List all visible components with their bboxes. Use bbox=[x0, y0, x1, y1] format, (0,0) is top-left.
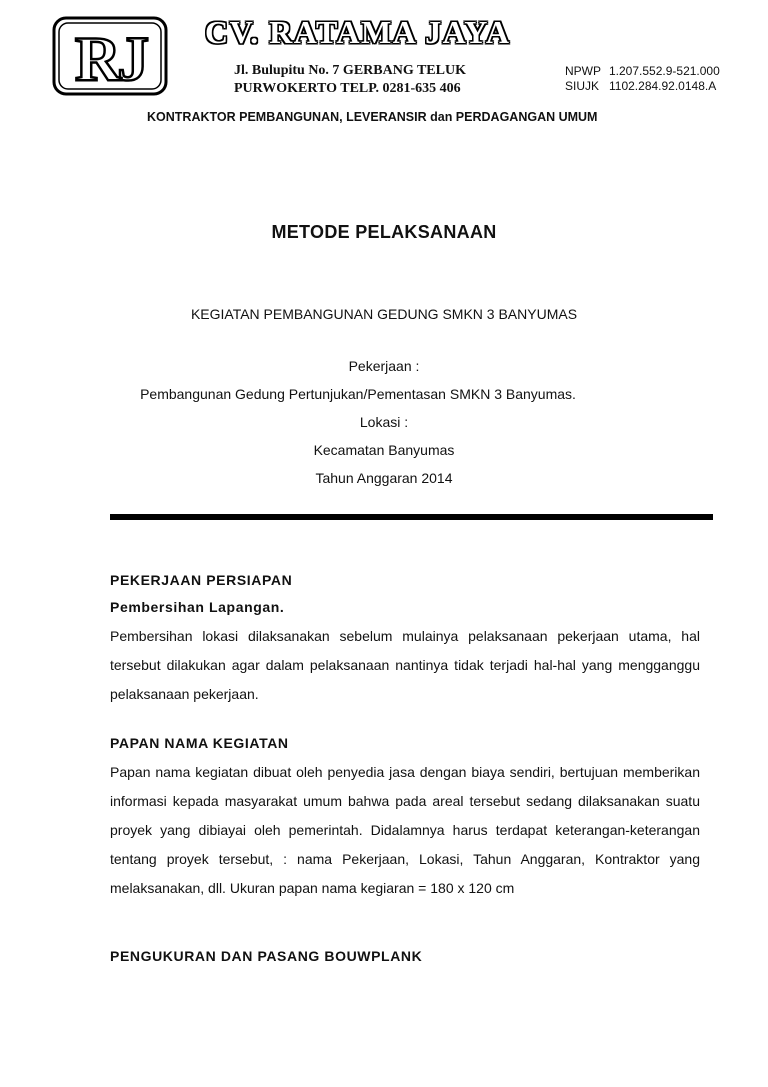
tahun-anggaran: Tahun Anggaran 2014 bbox=[315, 470, 453, 486]
company-logo bbox=[52, 16, 168, 96]
company-name: CV. RATAMA JAYA bbox=[205, 14, 511, 50]
lokasi-value: Kecamatan Banyumas bbox=[313, 442, 455, 458]
section-heading: PEKERJAAN PERSIAPAN bbox=[110, 572, 293, 588]
npwp-value: 1.207.552.9-521.000 bbox=[609, 64, 720, 78]
npwp-label: NPWP bbox=[565, 64, 601, 78]
section-heading: PENGUKURAN DAN PASANG BOUWPLANK bbox=[110, 948, 423, 964]
siujk-value: 1102.284.92.0148.A bbox=[609, 79, 717, 93]
address-line-2: PURWOKERTO TELP. 0281-635 406 bbox=[234, 81, 461, 96]
section-heading: PAPAN NAMA KEGIATAN bbox=[110, 735, 289, 751]
document-title: METODE PELAKSANAAN bbox=[271, 222, 497, 242]
section-subheading: Pembersihan Lapangan. bbox=[110, 599, 285, 615]
section-paragraph: Pembersihan lokasi dilaksanakan sebelum mulainya pelaksanaan pekerjaan utama, hal tersebut dilakukan agar dalam pelaksanaan nantinya tidak terjadi hal-hal yang mengganggu pelaksanaan pekerjaan. bbox=[110, 628, 700, 702]
company-tagline: KONTRAKTOR PEMBANGUNAN, LEVERANSIR dan PERDAGANGAN UMUM bbox=[147, 110, 598, 124]
pekerjaan-label: Pekerjaan : bbox=[348, 358, 420, 374]
header-divider bbox=[110, 514, 713, 520]
document-subtitle: KEGIATAN PEMBANGUNAN GEDUNG SMKN 3 BANYUMAS bbox=[190, 306, 578, 322]
address-line-1: Jl. Bulupitu No. 7 GERBANG TELUK bbox=[234, 63, 466, 78]
siujk-label: SIUJK bbox=[565, 79, 600, 93]
section-paragraph: Papan nama kegiatan dibuat oleh penyedia jasa dengan biaya sendiri, bertujuan memberikan informasi kepada masyarakat umum bahwa pada areal tersebut sedang dilaksanakan suatu proyek yang dibiayai oleh pemerintah. Didalamnya harus terdapat keterangan-keterangan tentang proyek tersebut, : nama Pekerjaan, Lokasi, Tahun Anggaran, Kontraktor yang melaksanakan, dll. Ukuran papan nama kegiaran = 180 x 120 cm bbox=[110, 764, 700, 896]
pekerjaan-value: Pembangunan Gedung Pertunjukan/Pementasan SMKN 3 Banyumas. bbox=[140, 386, 576, 402]
lokasi-label: Lokasi : bbox=[359, 414, 409, 430]
logo-monogram: RJ bbox=[74, 23, 146, 94]
